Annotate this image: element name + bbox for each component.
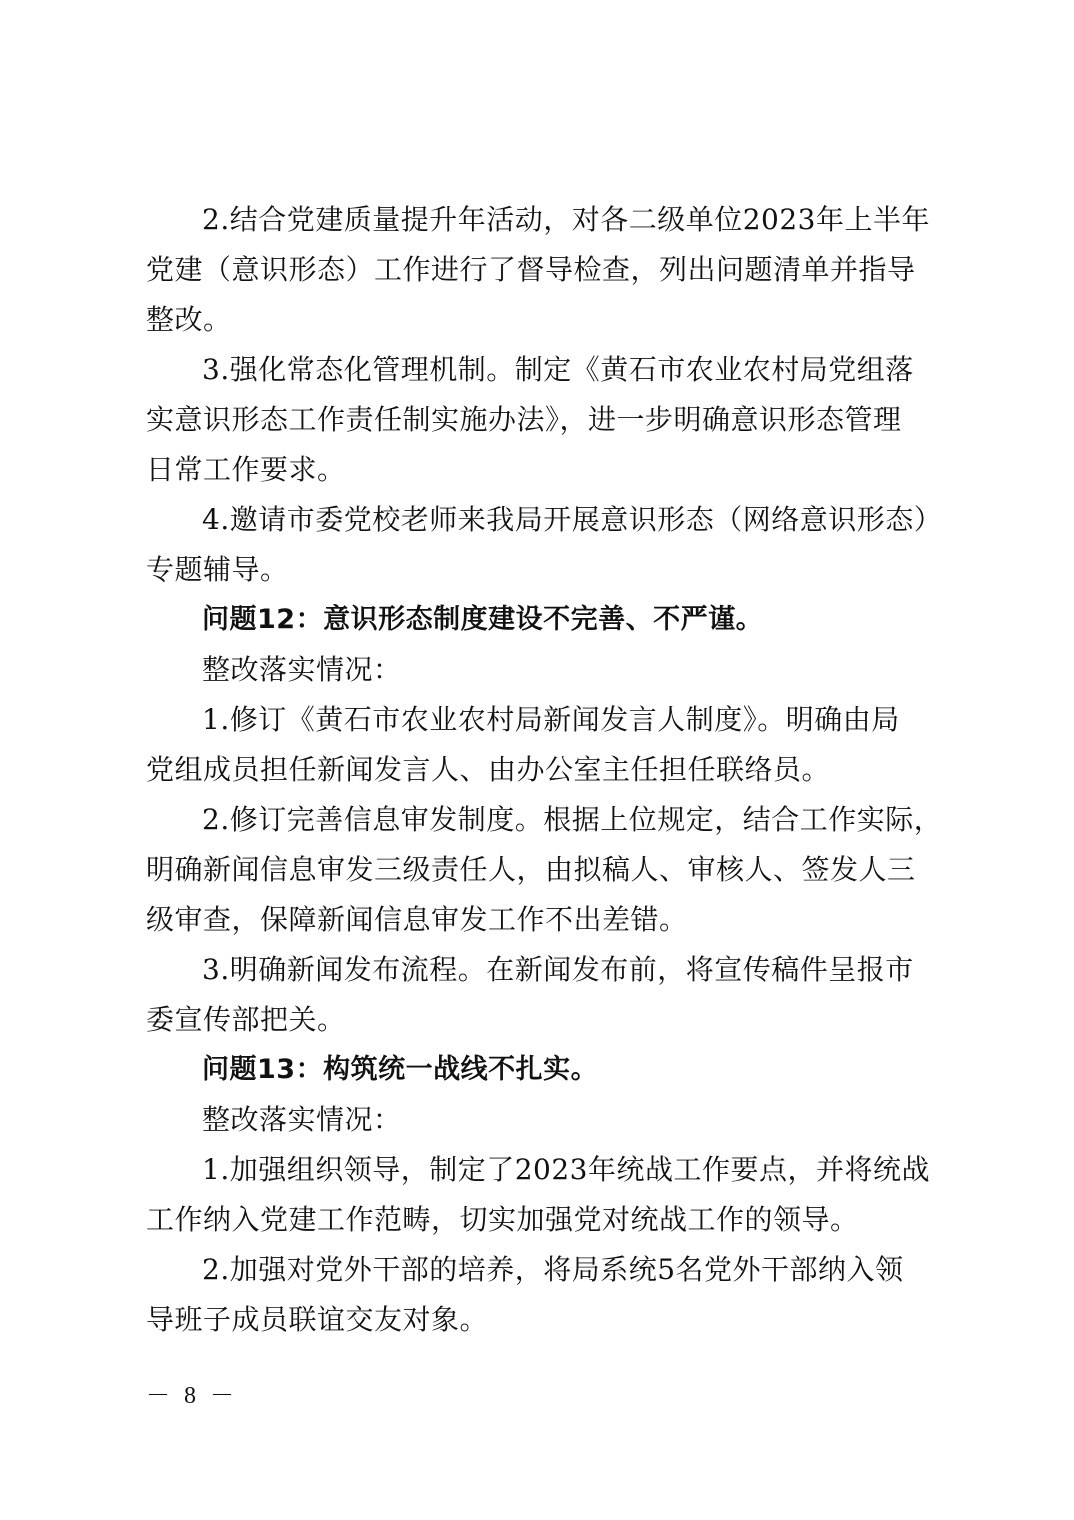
paragraph-line: 导班子成员联谊交友对象。 [146, 1303, 489, 1336]
paragraph-line: 明确新闻信息审发三级责任人，由拟稿人、审核人、签发人三 [146, 853, 916, 886]
subheading: 整改落实情况： [202, 1103, 402, 1136]
paragraph-line: 级审查，保障新闻信息审发工作不出差错。 [146, 903, 688, 936]
paragraph-line: 3.明确新闻发布流程。在新闻发布前，将宣传稿件呈报市 [202, 953, 914, 986]
paragraph-line: 日常工作要求。 [146, 453, 346, 486]
paragraph-line: 1.修订《黄石市农业农村局新闻发言人制度》。明确由局 [202, 703, 900, 736]
paragraph-line: 党组成员担任新闻发言人、由办公室主任担任联络员。 [146, 753, 831, 786]
paragraph-line: 党建（意识形态）工作进行了督导检查，列出问题清单并指导 [146, 253, 916, 286]
paragraph-line: 1.加强组织领导，制定了2023年统战工作要点，并将统战 [202, 1153, 930, 1186]
issue-heading: 问题13：构筑统一战线不扎实。 [202, 1054, 599, 1085]
paragraph-line: 3.强化常态化管理机制。制定《黄石市农业农村局党组落 [202, 353, 914, 386]
paragraph-line: 专题辅导。 [146, 553, 289, 586]
paragraph-line: 2.修订完善信息审发制度。根据上位规定，结合工作实际， [202, 803, 943, 836]
page-number: － 8 － [146, 1383, 238, 1409]
paragraph-line: 委宣传部把关。 [146, 1003, 346, 1036]
paragraph-line: 实意识形态工作责任制实施办法》，进一步明确意识形态管理 [146, 403, 902, 436]
paragraph-line: 整改。 [146, 303, 232, 336]
paragraph-line: 工作纳入党建工作范畴，切实加强党对统战工作的领导。 [146, 1203, 859, 1236]
paragraph-line: 2.结合党建质量提升年活动，对各二级单位2023年上半年 [202, 203, 930, 236]
paragraph-line: 4.邀请市委党校老师来我局开展意识形态（网络意识形态） [202, 503, 943, 536]
subheading: 整改落实情况： [202, 653, 402, 686]
issue-heading: 问题12：意识形态制度建设不完善、不严谨。 [202, 604, 764, 635]
paragraph-line: 2.加强对党外干部的培养，将局系统5名党外干部纳入领 [202, 1253, 904, 1286]
document-body [146, 195, 943, 1345]
